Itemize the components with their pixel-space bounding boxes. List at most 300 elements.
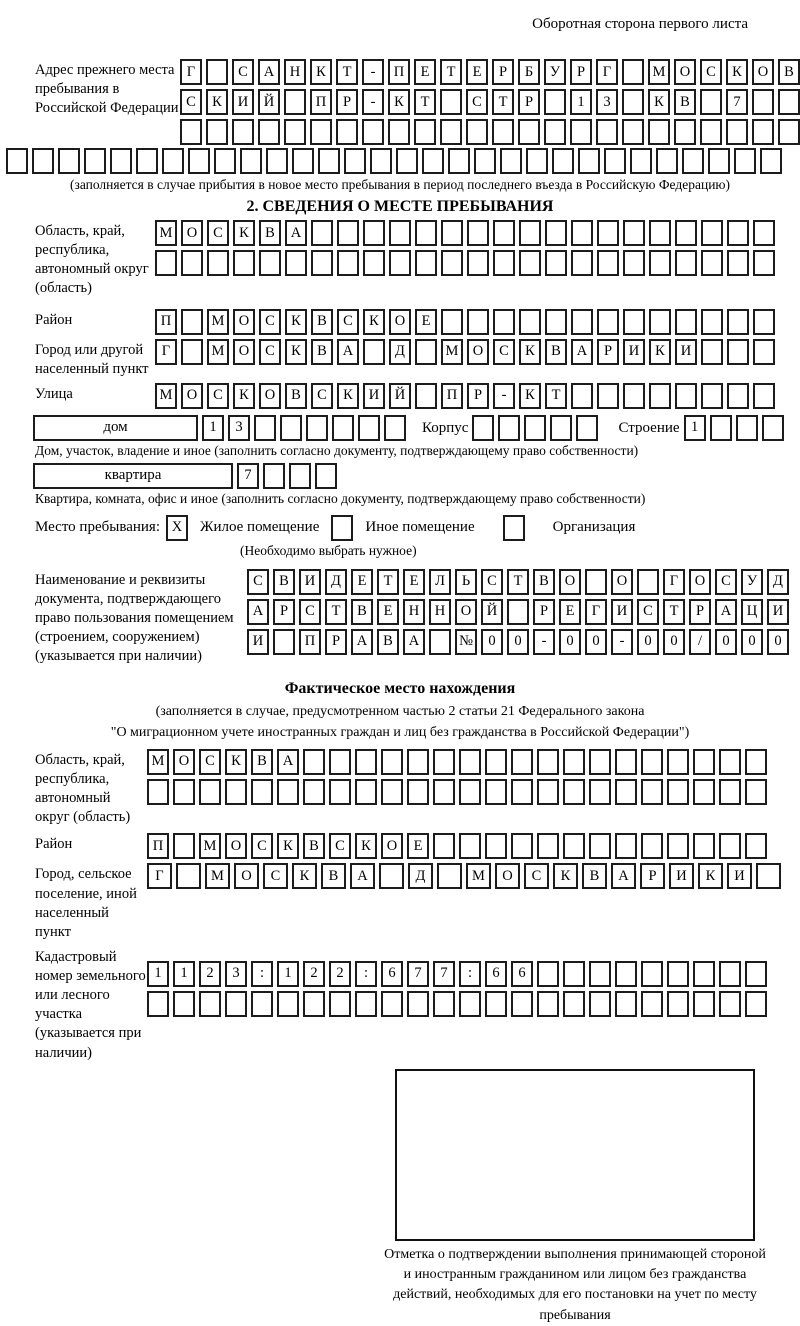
char-box[interactable]: - xyxy=(362,59,384,85)
char-box[interactable]: М xyxy=(466,863,491,889)
char-box[interactable]: X xyxy=(166,515,188,541)
char-box[interactable] xyxy=(649,220,671,246)
char-box[interactable]: К xyxy=(698,863,723,889)
char-box[interactable] xyxy=(552,148,574,174)
char-box[interactable] xyxy=(292,148,314,174)
char-box[interactable]: С xyxy=(232,59,254,85)
char-box[interactable] xyxy=(433,779,455,805)
char-box[interactable] xyxy=(537,779,559,805)
char-box[interactable]: М xyxy=(199,833,221,859)
char-box[interactable] xyxy=(615,833,637,859)
char-box[interactable]: В xyxy=(273,569,295,595)
char-box[interactable]: А xyxy=(403,629,425,655)
char-box[interactable]: С xyxy=(259,339,281,365)
char-box[interactable]: В xyxy=(303,833,325,859)
char-box[interactable]: М xyxy=(155,383,177,409)
char-box[interactable]: К xyxy=(310,59,332,85)
char-box[interactable] xyxy=(571,250,593,276)
char-box[interactable] xyxy=(363,250,385,276)
char-box[interactable] xyxy=(415,220,437,246)
char-box[interactable]: О xyxy=(233,339,255,365)
char-box[interactable] xyxy=(181,309,203,335)
char-box[interactable] xyxy=(485,779,507,805)
char-box[interactable] xyxy=(637,569,659,595)
char-box[interactable]: Е xyxy=(407,833,429,859)
char-box[interactable] xyxy=(498,415,520,441)
char-box[interactable]: П xyxy=(147,833,169,859)
char-box[interactable] xyxy=(578,148,600,174)
char-box[interactable] xyxy=(459,749,481,775)
char-box[interactable] xyxy=(180,119,202,145)
char-box[interactable]: М xyxy=(207,339,229,365)
char-box[interactable] xyxy=(474,148,496,174)
char-box[interactable] xyxy=(719,991,741,1017)
char-box[interactable] xyxy=(745,961,767,987)
char-box[interactable] xyxy=(176,863,201,889)
char-box[interactable] xyxy=(571,220,593,246)
char-box[interactable] xyxy=(441,309,463,335)
char-box[interactable]: К xyxy=(206,89,228,115)
char-box[interactable] xyxy=(727,220,749,246)
char-box[interactable] xyxy=(693,833,715,859)
char-box[interactable] xyxy=(407,991,429,1017)
char-box[interactable] xyxy=(649,250,671,276)
char-box[interactable]: Р xyxy=(273,599,295,625)
char-box[interactable] xyxy=(710,415,732,441)
char-box[interactable] xyxy=(511,779,533,805)
char-box[interactable] xyxy=(370,148,392,174)
char-box[interactable] xyxy=(700,89,722,115)
char-box[interactable] xyxy=(597,383,619,409)
char-box[interactable] xyxy=(254,415,276,441)
char-box[interactable] xyxy=(745,991,767,1017)
char-box[interactable]: 6 xyxy=(511,961,533,987)
char-box[interactable] xyxy=(571,309,593,335)
char-box[interactable]: Н xyxy=(429,599,451,625)
char-box[interactable]: О xyxy=(455,599,477,625)
char-box[interactable] xyxy=(331,515,353,541)
char-box[interactable] xyxy=(485,833,507,859)
char-box[interactable]: К xyxy=(233,220,255,246)
char-box[interactable]: 3 xyxy=(225,961,247,987)
char-box[interactable] xyxy=(727,383,749,409)
char-box[interactable] xyxy=(214,148,236,174)
char-box[interactable]: В xyxy=(311,339,333,365)
char-box[interactable] xyxy=(537,991,559,1017)
char-box[interactable]: Г xyxy=(663,569,685,595)
char-box[interactable] xyxy=(263,463,285,489)
char-box[interactable]: Н xyxy=(284,59,306,85)
char-box[interactable] xyxy=(472,415,494,441)
char-box[interactable] xyxy=(545,309,567,335)
char-box[interactable] xyxy=(384,415,406,441)
char-box[interactable] xyxy=(358,415,380,441)
char-box[interactable] xyxy=(379,863,404,889)
char-box[interactable]: : xyxy=(355,961,377,987)
char-box[interactable] xyxy=(511,833,533,859)
char-box[interactable] xyxy=(136,148,158,174)
char-box[interactable] xyxy=(753,383,775,409)
char-box[interactable] xyxy=(155,250,177,276)
char-box[interactable] xyxy=(563,749,585,775)
char-box[interactable] xyxy=(745,779,767,805)
char-box[interactable]: С xyxy=(466,89,488,115)
char-box[interactable]: 7 xyxy=(726,89,748,115)
char-box[interactable]: Д xyxy=(408,863,433,889)
char-box[interactable] xyxy=(734,148,756,174)
char-box[interactable]: К xyxy=(292,863,317,889)
char-box[interactable] xyxy=(181,339,203,365)
char-box[interactable]: А xyxy=(258,59,280,85)
char-box[interactable] xyxy=(58,148,80,174)
char-box[interactable] xyxy=(188,148,210,174)
char-box[interactable] xyxy=(519,220,541,246)
char-box[interactable] xyxy=(311,250,333,276)
char-box[interactable] xyxy=(206,59,228,85)
char-box[interactable]: О xyxy=(495,863,520,889)
char-box[interactable]: К xyxy=(233,383,255,409)
char-box[interactable] xyxy=(440,89,462,115)
char-box[interactable] xyxy=(433,833,455,859)
char-box[interactable]: Т xyxy=(377,569,399,595)
char-box[interactable] xyxy=(563,961,585,987)
char-box[interactable]: П xyxy=(441,383,463,409)
char-box[interactable]: 0 xyxy=(663,629,685,655)
char-box[interactable]: - xyxy=(533,629,555,655)
char-box[interactable] xyxy=(693,991,715,1017)
char-box[interactable]: В xyxy=(582,863,607,889)
char-box[interactable]: С xyxy=(493,339,515,365)
char-box[interactable] xyxy=(492,119,514,145)
char-box[interactable] xyxy=(329,991,351,1017)
char-box[interactable]: - xyxy=(362,89,384,115)
char-box[interactable] xyxy=(649,383,671,409)
char-box[interactable]: Н xyxy=(403,599,425,625)
char-box[interactable] xyxy=(674,119,696,145)
char-box[interactable]: Т xyxy=(545,383,567,409)
char-box[interactable] xyxy=(641,961,663,987)
char-box[interactable] xyxy=(284,89,306,115)
char-box[interactable] xyxy=(511,749,533,775)
char-box[interactable] xyxy=(526,148,548,174)
char-box[interactable]: / xyxy=(689,629,711,655)
char-box[interactable]: Е xyxy=(377,599,399,625)
char-box[interactable]: Т xyxy=(663,599,685,625)
char-box[interactable]: В xyxy=(533,569,555,595)
char-box[interactable] xyxy=(415,250,437,276)
char-box[interactable] xyxy=(441,220,463,246)
char-box[interactable] xyxy=(519,309,541,335)
char-box[interactable]: В xyxy=(259,220,281,246)
char-box[interactable]: М xyxy=(648,59,670,85)
char-box[interactable] xyxy=(726,119,748,145)
char-box[interactable] xyxy=(597,220,619,246)
char-box[interactable]: У xyxy=(544,59,566,85)
char-box[interactable] xyxy=(719,961,741,987)
char-box[interactable] xyxy=(589,749,611,775)
char-box[interactable] xyxy=(675,383,697,409)
char-box[interactable]: - xyxy=(611,629,633,655)
char-box[interactable]: 6 xyxy=(485,961,507,987)
char-box[interactable]: № xyxy=(455,629,477,655)
char-box[interactable] xyxy=(667,991,689,1017)
char-box[interactable]: Т xyxy=(336,59,358,85)
char-box[interactable] xyxy=(415,383,437,409)
char-box[interactable]: О xyxy=(689,569,711,595)
char-box[interactable] xyxy=(459,779,481,805)
char-box[interactable]: В xyxy=(674,89,696,115)
char-box[interactable] xyxy=(585,569,607,595)
char-box[interactable]: К xyxy=(285,309,307,335)
char-box[interactable] xyxy=(576,415,598,441)
char-box[interactable] xyxy=(682,148,704,174)
char-box[interactable]: И xyxy=(611,599,633,625)
char-box[interactable] xyxy=(147,779,169,805)
char-box[interactable]: С xyxy=(329,833,351,859)
char-box[interactable] xyxy=(544,119,566,145)
char-box[interactable] xyxy=(589,961,611,987)
char-box[interactable]: О xyxy=(674,59,696,85)
char-box[interactable]: О xyxy=(752,59,774,85)
char-box[interactable] xyxy=(727,339,749,365)
char-box[interactable] xyxy=(571,383,593,409)
char-box[interactable] xyxy=(760,148,782,174)
char-box[interactable] xyxy=(459,833,481,859)
char-box[interactable]: С xyxy=(251,833,273,859)
char-box[interactable] xyxy=(206,119,228,145)
char-box[interactable] xyxy=(752,89,774,115)
char-box[interactable] xyxy=(329,749,351,775)
char-box[interactable] xyxy=(622,89,644,115)
char-box[interactable]: И xyxy=(363,383,385,409)
char-box[interactable]: Д xyxy=(325,569,347,595)
char-box[interactable] xyxy=(344,148,366,174)
char-box[interactable] xyxy=(700,119,722,145)
char-box[interactable]: В xyxy=(351,599,373,625)
char-box[interactable]: Т xyxy=(440,59,462,85)
char-box[interactable]: Й xyxy=(389,383,411,409)
char-box[interactable] xyxy=(537,749,559,775)
char-box[interactable]: О xyxy=(225,833,247,859)
char-box[interactable] xyxy=(507,599,529,625)
char-box[interactable]: С xyxy=(524,863,549,889)
char-box[interactable]: С xyxy=(481,569,503,595)
char-box[interactable]: В xyxy=(778,59,800,85)
char-box[interactable] xyxy=(518,119,540,145)
char-box[interactable]: 0 xyxy=(507,629,529,655)
char-box[interactable]: О xyxy=(233,309,255,335)
char-box[interactable] xyxy=(459,991,481,1017)
char-box[interactable]: Е xyxy=(415,309,437,335)
char-box[interactable]: 1 xyxy=(684,415,706,441)
char-box[interactable]: К xyxy=(285,339,307,365)
char-box[interactable]: 7 xyxy=(407,961,429,987)
char-box[interactable]: Т xyxy=(492,89,514,115)
char-box[interactable] xyxy=(303,991,325,1017)
char-box[interactable]: 0 xyxy=(585,629,607,655)
char-box[interactable]: Е xyxy=(466,59,488,85)
char-box[interactable] xyxy=(433,749,455,775)
char-box[interactable]: П xyxy=(388,59,410,85)
char-box[interactable]: С xyxy=(259,309,281,335)
char-box[interactable] xyxy=(622,59,644,85)
char-box[interactable] xyxy=(719,779,741,805)
char-box[interactable] xyxy=(251,779,273,805)
char-box[interactable] xyxy=(745,749,767,775)
char-box[interactable]: 1 xyxy=(277,961,299,987)
char-box[interactable]: К xyxy=(648,89,670,115)
char-box[interactable]: М xyxy=(147,749,169,775)
char-box[interactable] xyxy=(233,250,255,276)
char-box[interactable] xyxy=(363,220,385,246)
char-box[interactable] xyxy=(415,339,437,365)
char-box[interactable]: С xyxy=(299,599,321,625)
char-box[interactable] xyxy=(329,779,351,805)
char-box[interactable] xyxy=(537,833,559,859)
char-box[interactable]: Г xyxy=(585,599,607,625)
char-box[interactable] xyxy=(337,250,359,276)
char-box[interactable] xyxy=(280,415,302,441)
char-box[interactable]: Р xyxy=(518,89,540,115)
char-box[interactable] xyxy=(433,991,455,1017)
char-box[interactable] xyxy=(277,991,299,1017)
char-box[interactable] xyxy=(303,749,325,775)
char-box[interactable] xyxy=(563,991,585,1017)
char-box[interactable]: О xyxy=(611,569,633,595)
char-box[interactable]: О xyxy=(181,220,203,246)
char-box[interactable] xyxy=(388,119,410,145)
char-box[interactable]: А xyxy=(715,599,737,625)
char-box[interactable] xyxy=(701,339,723,365)
char-box[interactable] xyxy=(485,991,507,1017)
char-box[interactable]: : xyxy=(251,961,273,987)
char-box[interactable]: Е xyxy=(559,599,581,625)
char-box[interactable] xyxy=(719,749,741,775)
char-box[interactable] xyxy=(753,220,775,246)
char-box[interactable] xyxy=(675,220,697,246)
char-box[interactable]: С xyxy=(637,599,659,625)
char-box[interactable]: А xyxy=(277,749,299,775)
char-box[interactable] xyxy=(563,833,585,859)
char-box[interactable]: 1 xyxy=(173,961,195,987)
char-box[interactable] xyxy=(467,220,489,246)
char-box[interactable]: А xyxy=(611,863,636,889)
char-box[interactable]: 0 xyxy=(481,629,503,655)
char-box[interactable]: Г xyxy=(180,59,202,85)
char-box[interactable] xyxy=(251,991,273,1017)
char-box[interactable] xyxy=(414,119,436,145)
char-box[interactable]: В xyxy=(285,383,307,409)
char-box[interactable]: Р xyxy=(533,599,555,625)
char-box[interactable] xyxy=(389,250,411,276)
char-box[interactable] xyxy=(589,991,611,1017)
char-box[interactable] xyxy=(693,961,715,987)
char-box[interactable] xyxy=(667,779,689,805)
char-box[interactable] xyxy=(622,119,644,145)
char-box[interactable]: Е xyxy=(351,569,373,595)
char-box[interactable]: Т xyxy=(414,89,436,115)
char-box[interactable] xyxy=(630,148,652,174)
char-box[interactable] xyxy=(545,250,567,276)
char-box[interactable]: М xyxy=(155,220,177,246)
char-box[interactable] xyxy=(381,779,403,805)
char-box[interactable] xyxy=(503,515,525,541)
char-box[interactable] xyxy=(448,148,470,174)
char-box[interactable]: С xyxy=(180,89,202,115)
char-box[interactable] xyxy=(493,250,515,276)
char-box[interactable] xyxy=(701,309,723,335)
char-box[interactable]: Ц xyxy=(741,599,763,625)
char-box[interactable] xyxy=(84,148,106,174)
char-box[interactable] xyxy=(524,415,546,441)
char-box[interactable] xyxy=(656,148,678,174)
char-box[interactable]: 2 xyxy=(199,961,221,987)
char-box[interactable] xyxy=(396,148,418,174)
char-box[interactable] xyxy=(303,779,325,805)
char-box[interactable]: Ь xyxy=(455,569,477,595)
char-box[interactable] xyxy=(467,250,489,276)
char-box[interactable]: 7 xyxy=(433,961,455,987)
char-box[interactable]: 2 xyxy=(329,961,351,987)
char-box[interactable] xyxy=(511,991,533,1017)
char-box[interactable]: : xyxy=(459,961,481,987)
char-box[interactable]: Р xyxy=(336,89,358,115)
char-box[interactable]: Л xyxy=(429,569,451,595)
char-box[interactable]: Г xyxy=(155,339,177,365)
char-box[interactable] xyxy=(615,991,637,1017)
char-box[interactable] xyxy=(181,250,203,276)
char-box[interactable]: И xyxy=(299,569,321,595)
char-box[interactable] xyxy=(259,250,281,276)
char-box[interactable] xyxy=(441,250,463,276)
char-box[interactable] xyxy=(381,749,403,775)
char-box[interactable] xyxy=(306,415,328,441)
char-box[interactable] xyxy=(648,119,670,145)
char-box[interactable] xyxy=(32,148,54,174)
char-box[interactable] xyxy=(596,119,618,145)
char-box[interactable] xyxy=(266,148,288,174)
char-box[interactable] xyxy=(207,250,229,276)
char-box[interactable] xyxy=(693,749,715,775)
char-box[interactable]: М xyxy=(441,339,463,365)
char-box[interactable] xyxy=(756,863,781,889)
char-box[interactable]: 0 xyxy=(637,629,659,655)
char-box[interactable]: Г xyxy=(596,59,618,85)
char-box[interactable] xyxy=(240,148,262,174)
char-box[interactable] xyxy=(422,148,444,174)
char-box[interactable] xyxy=(701,250,723,276)
char-box[interactable]: 0 xyxy=(559,629,581,655)
char-box[interactable] xyxy=(225,991,247,1017)
char-box[interactable] xyxy=(273,629,295,655)
char-box[interactable]: В xyxy=(545,339,567,365)
char-box[interactable]: С xyxy=(207,220,229,246)
char-box[interactable]: К xyxy=(519,383,541,409)
char-box[interactable] xyxy=(641,749,663,775)
char-box[interactable] xyxy=(701,220,723,246)
char-box[interactable] xyxy=(589,779,611,805)
char-box[interactable] xyxy=(701,383,723,409)
char-box[interactable]: С xyxy=(337,309,359,335)
char-box[interactable] xyxy=(550,415,572,441)
char-box[interactable] xyxy=(708,148,730,174)
char-box[interactable] xyxy=(641,991,663,1017)
char-box[interactable] xyxy=(199,779,221,805)
char-box[interactable] xyxy=(537,961,559,987)
char-box[interactable]: - xyxy=(493,383,515,409)
char-box[interactable] xyxy=(362,119,384,145)
char-box[interactable] xyxy=(337,220,359,246)
